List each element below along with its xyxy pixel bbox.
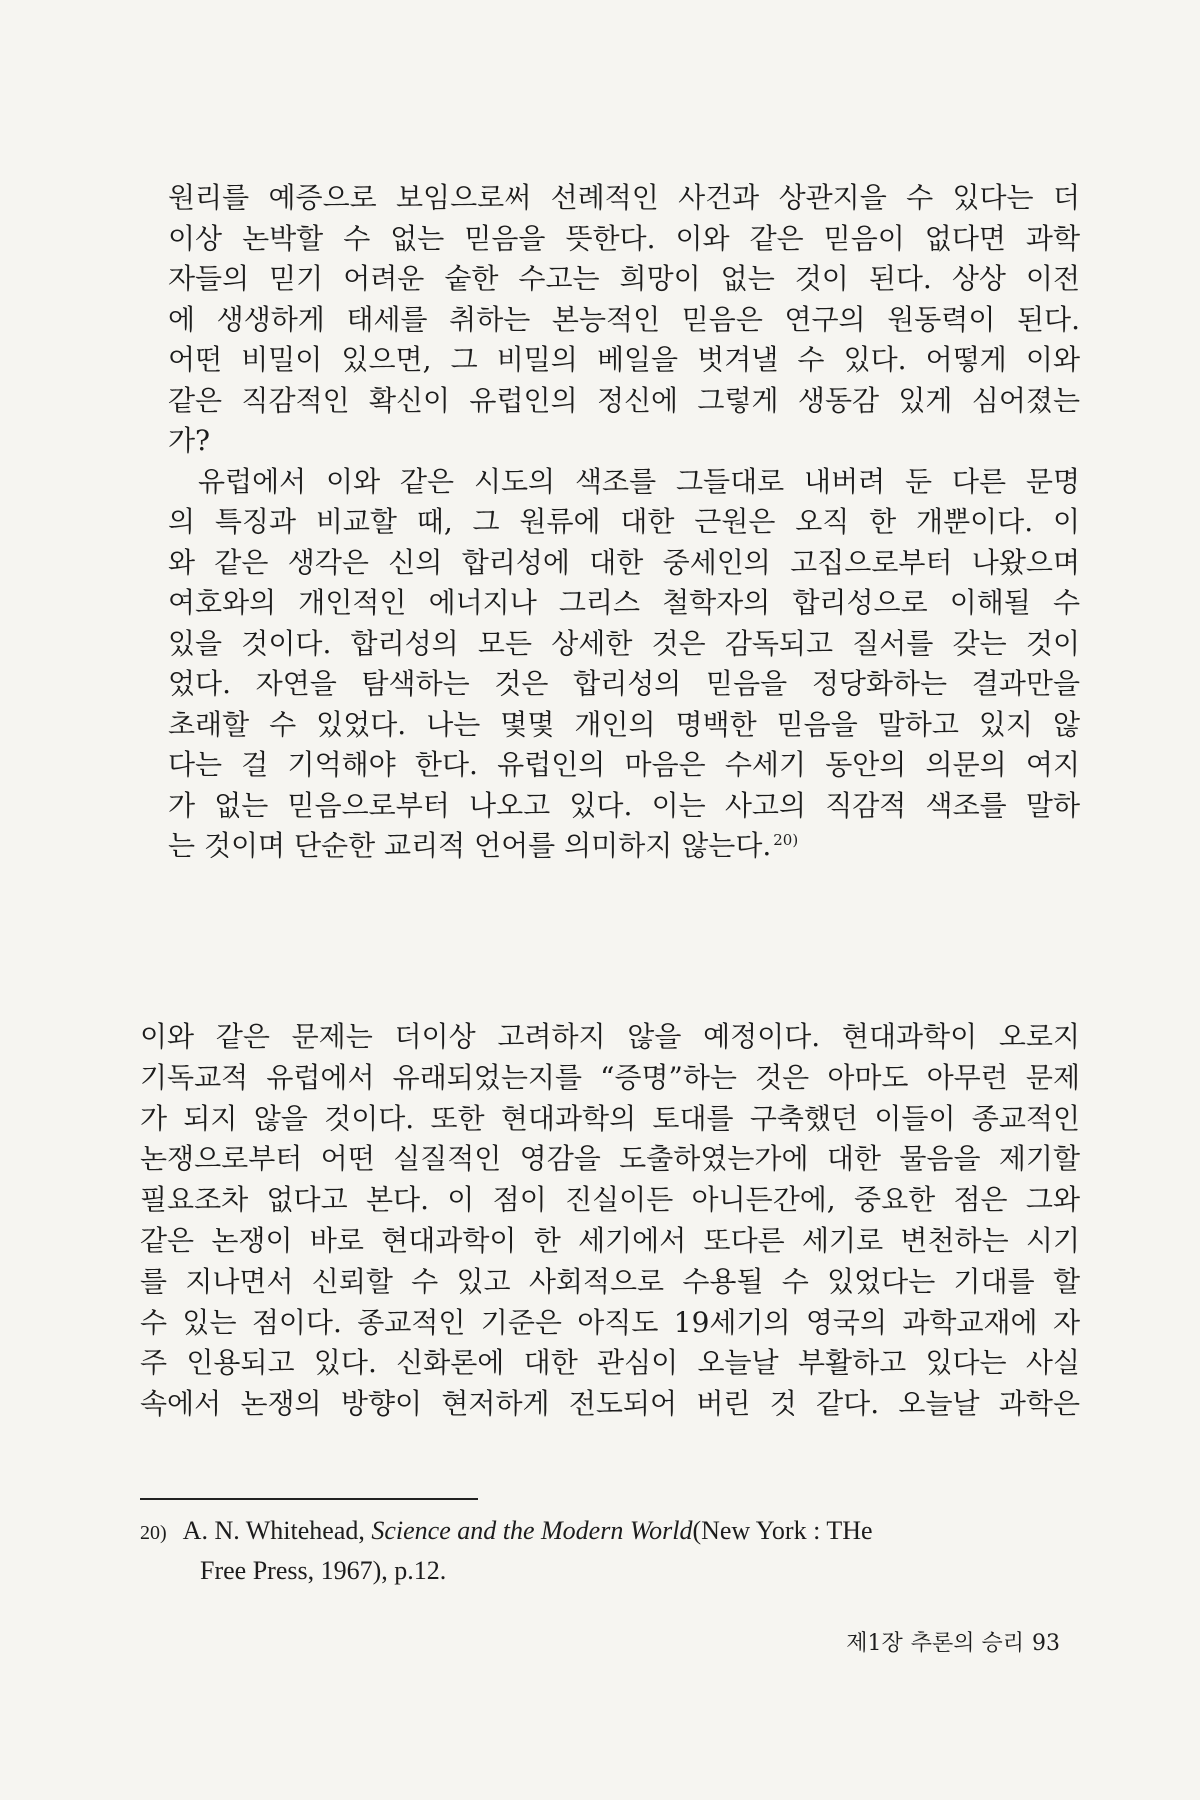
text-line: 어떤 비밀이 있으면, 그 비밀의 베일을 벗겨낼 수 있다. 어떻게 이와 [168,343,1080,376]
text-line: 같은 직감적인 확신이 유럽인의 정신에 그렇게 생동감 있게 심어졌는 [168,383,1080,417]
text-line-with-ref [168,826,1080,867]
text-line: 여호와의 개인적인 에너지나 그리스 철학자의 합리성으로 이해될 수 [168,586,1080,619]
text-line: 자들의 믿기 어려운 숱한 수고는 희망이 없는 것이 된다. 상상 이전 [168,262,1080,295]
text-line: 와 같은 생각은 신의 합리성에 대한 중세인의 고집으로부터 나왔으며 [168,545,1080,579]
footnote-author: A. N. Whitehead, [182,1516,365,1545]
text-line: 의 특징과 비교할 때, 그 원류에 대한 근원은 오직 한 개뿐이다. 이 [168,505,1080,538]
text-line: 이상 논박할 수 없는 믿음을 뜻한다. 이와 같은 믿음이 없다면 과학 [168,221,1080,255]
running-footer [838,1626,1060,1657]
text-line: 있을 것이다. 합리성의 모든 상세한 것은 감독되고 질서를 갖는 것이 [168,626,1080,660]
body-paragraph [140,1017,1080,1425]
text-line: 같은 논쟁이 바로 현대과학이 한 세기에서 또다른 세기로 변천하는 시기 [140,1223,1080,1257]
text-line: 가 없는 믿음으로부터 나오고 있다. 이는 사고의 직감적 색조를 말하 [168,788,1080,822]
footnote-line [140,1512,1080,1552]
footnote [140,1512,1080,1590]
text-line: 논쟁으로부터 어떤 실질적인 영감을 도출하였는가에 대한 물음을 제기할 [140,1142,1080,1176]
chapter-label: 제1장 [846,1631,903,1656]
text-line: 다는 걸 기억해야 한다. 유럽인의 마음은 수세기 동안의 의문의 여지 [168,748,1080,781]
footnote-title: Science and the Modern World [371,1516,693,1545]
text-line: 초래할 수 있었다. 나는 몇몇 개인의 명백한 믿음을 말하고 있지 않 [168,707,1080,741]
footnote-divider [140,1498,478,1500]
text-line: 수 있는 점이다. 종교적인 기준은 아직도 19세기의 영국의 과학교재에 자 [140,1305,1080,1339]
text-line: 속에서 논쟁의 방향이 현저하게 전도되어 버린 것 같다. 오늘날 과학은 [140,1387,1080,1421]
text-line: 주 인용되고 있다. 신화론에 대한 관심이 오늘날 부활하고 있다는 사실 [140,1346,1080,1380]
text-line: 었다. 자연을 탐색하는 것은 합리성의 믿음을 정당화하는 결과만을 [168,667,1080,700]
footnote-number: 20) [140,1522,167,1544]
text-line: 유럽에서 이와 같은 시도의 색조를 그들대로 내버려 둔 다른 문명 [198,464,1080,498]
text-line: 기독교적 유럽에서 유래되었는지를 “증명”하는 것은 아마도 아무런 문제 [140,1060,1080,1094]
footnote-reference: 20) [773,830,799,849]
text-line: 필요조차 없다고 본다. 이 점이 진실이든 아니든간에, 중요한 점은 그와 [140,1183,1080,1217]
block-quote [168,178,1080,867]
text-line: 이와 같은 문제는 더이상 고려하지 않을 예정이다. 현대과학이 오로지 [140,1020,1080,1053]
quote-last-text: 는 것이며 단순한 교리적 언어를 의미하지 않는다. [168,829,772,862]
footnote-continuation: Free Press, 1967), p.12. [200,1556,447,1585]
page-number: 93 [1032,1631,1060,1656]
text-line: 가? [168,424,211,457]
text-line: 에 생생하게 태세를 취하는 본능적인 믿음은 연구의 원동력이 된다. [168,302,1080,336]
text-line: 원리를 예증으로 보임으로써 선례적인 사건과 상관지을 수 있다는 더 [168,181,1080,214]
text-line: 가 되지 않을 것이다. 또한 현대과학의 토대를 구축했던 이들이 종교적인 [140,1101,1080,1135]
chapter-title: 추론의 승리 [910,1631,1024,1656]
text-line: 를 지나면서 신뢰할 수 있고 사회적으로 수용될 수 있었다는 기대를 할 [140,1264,1080,1298]
footnote-publisher: (New York : THe [692,1516,873,1545]
